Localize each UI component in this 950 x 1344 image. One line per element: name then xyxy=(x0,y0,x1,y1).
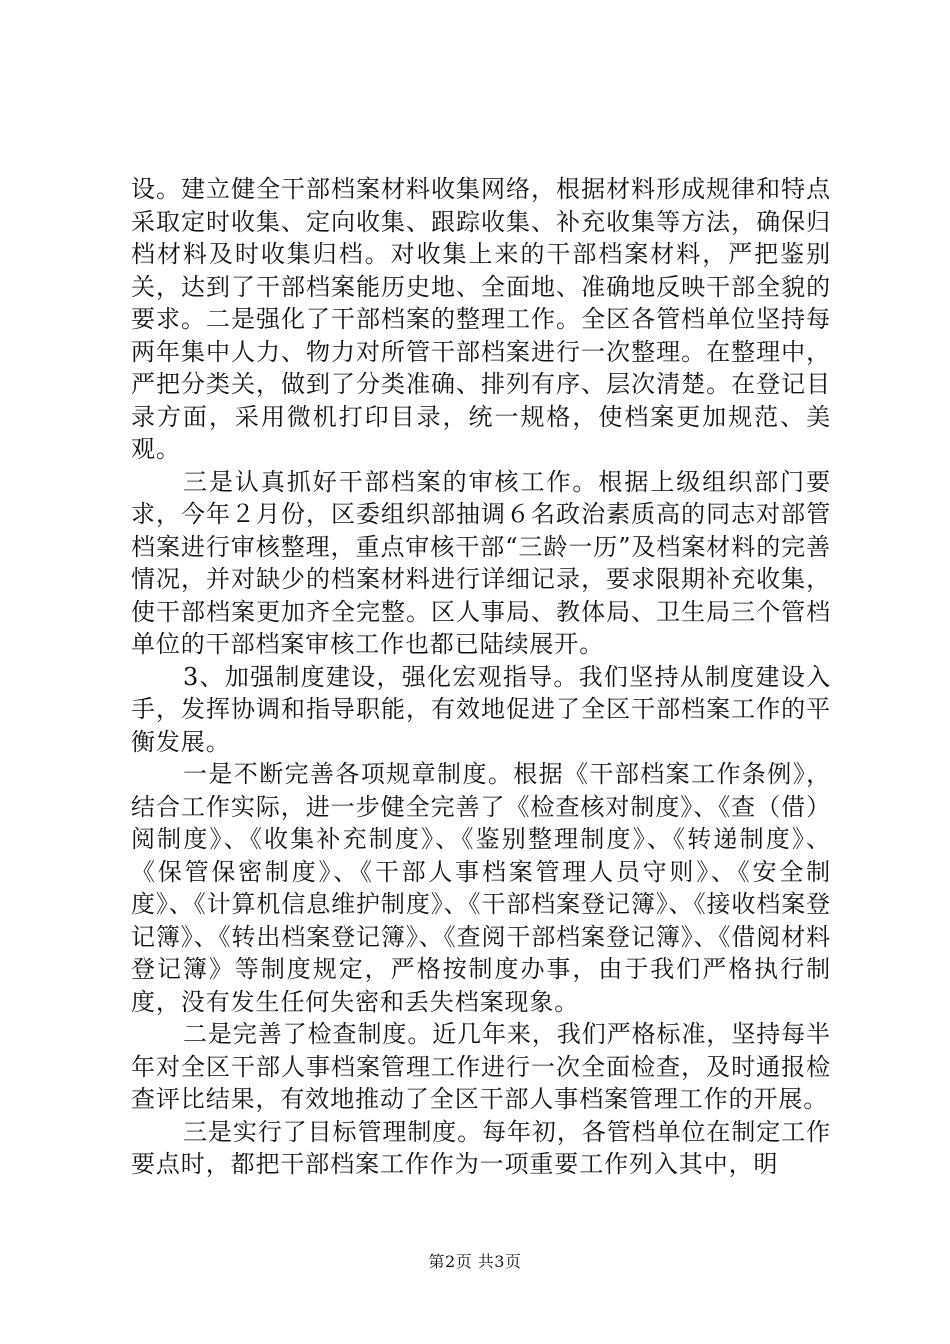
paragraph-inspection: 二是完善了检查制度。近几年来，我们严格标准，坚持每半年对全区干部人事档案管理工作进行一次全面检查，及时通报检查评比结果，有效地推动了全区干部人事档案管理工作的开展。 xyxy=(131,1020,831,1113)
paragraph-review-work: 三是认真抓好干部档案的审核工作。根据上级组织部门要求，今年２月份，区委组织部抽调６名政治素质高的同志对部管档案进行审核整理，重点审核干部“三龄一历”及档案材料的完善情况，并对缺少的档案材料进行详细记录，要求限期补充收集，使干部档案更加齐全完整。区人事局、教体局、卫生局三个管档单位的干部档案审核工作也都已陆续展开。 xyxy=(131,467,831,658)
body-text xyxy=(131,173,831,1181)
paragraph-continuation: 设。建立健全干部档案材料收集网络，根据材料形成规律和特点采取定时收集、定向收集、跟踪收集、补充收集等方法，确保归档材料及时收集归档。对收集上来的干部档案材料，严把鉴别关，达到了干部档案能历史地、全面地、准确地反映干部全貌的要求。二是强化了干部档案的整理工作。全区各管档单位坚持每两年集中人力、物力对所管干部档案进行一次整理。在整理中，严把分类关，做到了分类准确、排列有序、层次清楚。在登记目录方面，采用微机打印目录，统一规格，使档案更加规范、美观。 xyxy=(131,175,831,463)
paragraph-regulations: 一是不断完善各项规章制度。根据《干部档案工作条例》，结合工作实际，进一步健全完善了《检查核对制度》、《查（借）阅制度》、《收集补充制度》、《鉴别整理制度》、《转递制度》、《保管保密制度》、《干部人事档案管理人员守则》、《安全制度》、《计算机信息维护制度》、《干部档案登记簿》、《接收档案登记簿》、《转出档案登记簿》、《查阅干部档案登记簿》、《借阅材料登记簿》等制度规定，严格按制度办事，由于我们严格执行制度，没有发生任何失密和丢失档案现象。 xyxy=(131,760,831,1016)
paragraph-target-management: 三是实行了目标管理制度。每年初，各管档单位在制定工作要点时，都把干部档案工作作为一项重要工作列入其中，明 xyxy=(131,1117,831,1178)
page-footer: 第2页 共3页 xyxy=(428,1252,522,1271)
paragraph-system-building: 3、加强制度建设，强化宏观指导。我们坚持从制度建设入手，发挥协调和指导职能，有效地促进了全区干部档案工作的平衡发展。 xyxy=(131,662,831,756)
